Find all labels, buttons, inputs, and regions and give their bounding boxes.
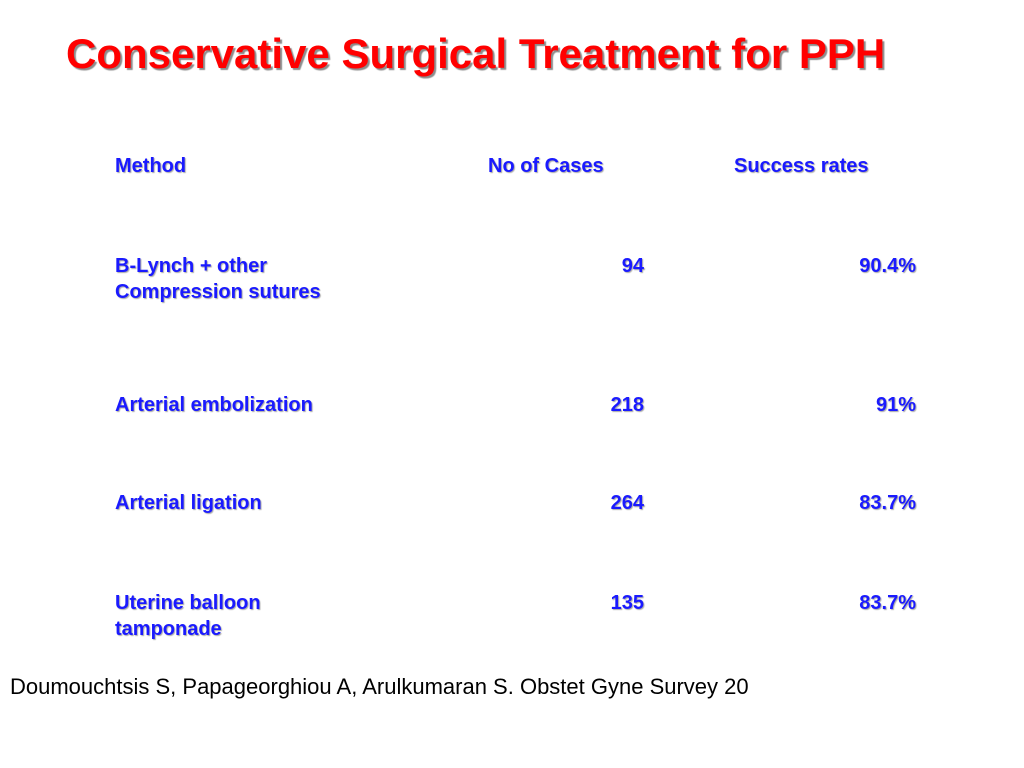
row-method: Arterial ligation (115, 492, 262, 514)
row-success: 91% (875, 394, 916, 416)
slide-title: Conservative Surgical Treatment for PPH (66, 30, 886, 77)
row-cases: 94 (621, 255, 644, 277)
row-success: 83.7% (859, 592, 916, 614)
row-method: B-Lynch + other Compression sutures (115, 255, 321, 303)
row-method: Uterine balloon tamponade (115, 592, 261, 640)
row-success: 90.4% (859, 255, 916, 277)
header-success: Success rates (734, 155, 869, 177)
row-cases: 135 (610, 592, 644, 614)
row-cases: 218 (610, 394, 644, 416)
row-success: 83.7% (859, 492, 916, 514)
header-cases: No of Cases (488, 155, 604, 177)
header-method: Method (115, 155, 187, 177)
row-cases: 264 (610, 492, 644, 514)
citation: Doumouchtsis S, Papageorghiou A, Arulkumaran S. Obstet Gyne Survey 20 (10, 674, 749, 699)
row-method: Arterial embolization (115, 394, 313, 416)
